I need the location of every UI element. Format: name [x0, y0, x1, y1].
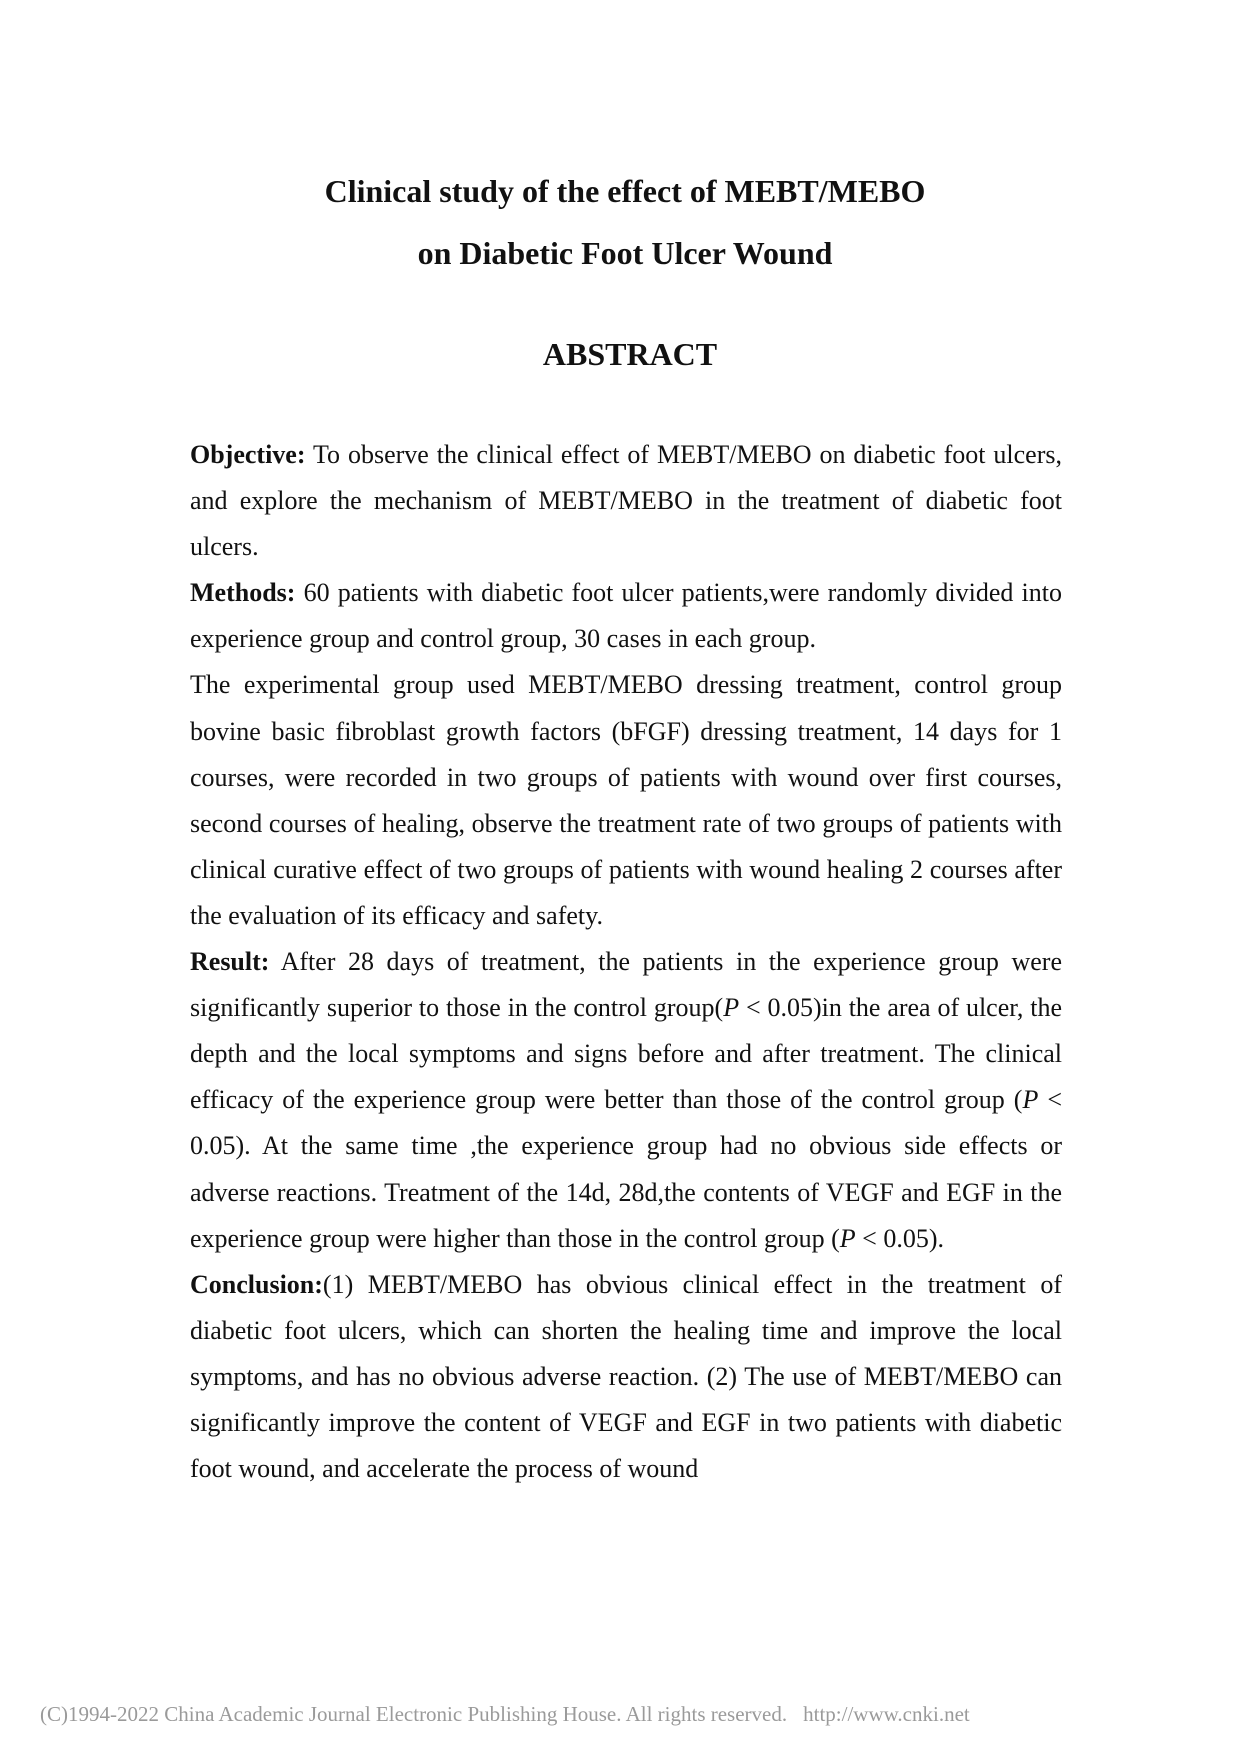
conclusion-label: Conclusion:: [190, 1269, 323, 1299]
footer-url[interactable]: http://www.cnki.net: [803, 1702, 970, 1726]
methods-text: 60 patients with diabetic foot ulcer patients,were randomly divided into experience group and control group, 30 cases in each group.: [190, 578, 1062, 654]
conclusion-paragraph: [190, 1262, 1062, 1492]
result-text-b: < 0.05)in the area of ulcer, the depth and the local symptoms and signs before and after treatment. The clinical efficacy of the experience group were better than those of the control group (: [190, 993, 1062, 1115]
abstract-heading: ABSTRACT: [542, 336, 718, 372]
p-value-symbol: P: [1022, 1085, 1039, 1115]
objective-label: Objective:: [190, 440, 306, 469]
methods-label: Methods:: [190, 578, 296, 608]
result-label: Result:: [190, 947, 270, 977]
paper-title: [0, 160, 1240, 284]
result-text-c: < 0.05). At the same time ,the experience group had no obvious side effects or adverse reactions. Treatment of the 14d, 28d,the contents of VEGF and EGF in the experience group were higher than those in the control group (: [190, 1085, 1062, 1253]
p-value-symbol: P: [723, 993, 740, 1023]
methods-paragraph: [190, 570, 1062, 662]
copyright-text: (C)1994-2022 China Academic Journal Electronic Publishing House. All rights reserved.: [40, 1702, 788, 1726]
objective-paragraph: [190, 432, 1062, 570]
title-line-2: on Diabetic Foot Ulcer Wound: [417, 235, 833, 271]
conclusion-text: (1) MEBT/MEBO has obvious clinical effect in the treatment of diabetic foot ulcers, which can shorten the healing time and improve the local symptoms, and has no obvious adverse reaction. (2) The use of MEBT/MEBO can significantly improve the content of VEGF and EGF in two patients with diabetic foot wound, and accelerate the process of wound: [190, 1269, 1062, 1484]
copyright-footer: [40, 1700, 1240, 1728]
p-value-symbol: P: [839, 1223, 856, 1253]
abstract-body: [190, 432, 1062, 1492]
result-paragraph: [190, 939, 1062, 1262]
methods-text-2: The experimental group used MEBT/MEBO dressing treatment, control group bovine basic fibroblast growth factors (bFGF) dressing treatment, 14 days for 1 courses, were recorded in two groups of patients with wound over first courses, second courses of healing, observe the treatment rate of two groups of patients with clinical curative effect of two groups of patients with wound healing 2 courses after the evaluation of its efficacy and safety.: [190, 670, 1062, 930]
title-line-1: Clinical study of the effect of MEBT/MEBO: [324, 173, 926, 209]
objective-text: To observe the clinical effect of MEBT/MEBO on diabetic foot ulcers, and explore the mechanism of MEBT/MEBO in the treatment of diabetic foot ulcers.: [190, 440, 1062, 562]
result-text-d: < 0.05).: [855, 1223, 944, 1253]
methods-paragraph-continued: [190, 662, 1062, 939]
result-text-a: After 28 days of treatment, the patients in the experience group were significantly superior to those in the control group(: [190, 947, 1062, 1023]
